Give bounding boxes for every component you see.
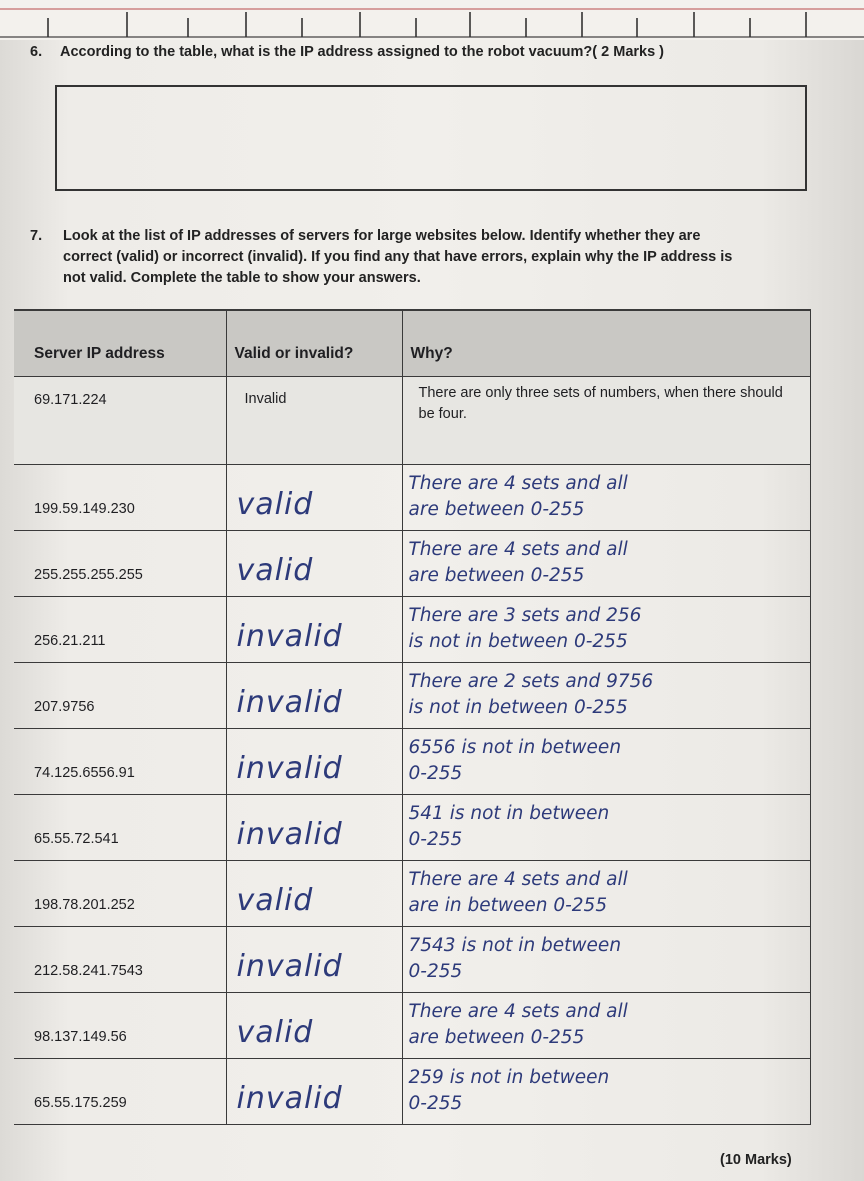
valid-cell[interactable]: invalid: [226, 596, 402, 662]
why-line: are between 0-255: [408, 498, 585, 520]
why-line: There are 3 sets and 256: [408, 604, 642, 626]
question-6: [30, 44, 664, 60]
why-line: 259 is not in between: [408, 1066, 610, 1088]
valid-cell[interactable]: invalid: [226, 926, 402, 992]
ip-address-cell: 207.9756: [14, 662, 226, 728]
valid-cell[interactable]: valid: [226, 992, 402, 1058]
ip-address-cell: 65.55.72.541: [14, 794, 226, 860]
table-row: [14, 794, 810, 860]
table-header-row: [14, 310, 810, 376]
table-row: [14, 596, 810, 662]
table-row: [14, 992, 810, 1058]
header-why: Why?: [402, 310, 810, 376]
why-line: There are 4 sets and all: [408, 538, 628, 560]
valid-cell[interactable]: valid: [226, 530, 402, 596]
why-line: 541 is not in between: [408, 802, 610, 824]
table-row-example: [14, 376, 810, 464]
why-cell[interactable]: [402, 992, 810, 1058]
why-line: There are 2 sets and 9756: [408, 670, 654, 692]
header-valid-invalid: Valid or invalid?: [226, 310, 402, 376]
why-line: 0-255: [408, 960, 463, 982]
table-row: [14, 728, 810, 794]
ip-address-cell: 74.125.6556.91: [14, 728, 226, 794]
question-7-line: not valid. Complete the table to show your answers.: [63, 270, 421, 286]
ip-address-cell: 212.58.241.7543: [14, 926, 226, 992]
why-cell[interactable]: [402, 596, 810, 662]
ip-address-cell: 255.255.255.255: [14, 530, 226, 596]
ip-address-cell: 69.171.224: [14, 376, 226, 464]
why-cell[interactable]: [402, 794, 810, 860]
ip-address-cell: 98.137.149.56: [14, 992, 226, 1058]
header-server-ip: Server IP address: [14, 310, 226, 376]
why-line: There are 4 sets and all: [408, 1000, 628, 1022]
question-7: [30, 226, 814, 289]
ip-address-cell: 256.21.211: [14, 596, 226, 662]
table-row: [14, 860, 810, 926]
question-7-line: Look at the list of IP addresses of servers for large websites below. Identify whether they are: [63, 228, 701, 244]
why-line: should be four.: [418, 384, 783, 422]
why-line: 0-255: [408, 1092, 463, 1114]
ruler-strip: [0, 0, 864, 40]
valid-cell[interactable]: invalid: [226, 1058, 402, 1124]
why-line: are between 0-255: [408, 1026, 585, 1048]
why-cell[interactable]: [402, 860, 810, 926]
why-cell[interactable]: [402, 1058, 810, 1124]
why-line: is not in between 0-255: [408, 696, 628, 718]
table-row: [14, 1058, 810, 1124]
question-6-number: 6.: [30, 44, 43, 60]
table-row: [14, 926, 810, 992]
why-line: 6556 is not in between: [408, 736, 622, 758]
table-row: [14, 662, 810, 728]
question-7-line: correct (valid) or incorrect (invalid). If you find any that have errors, explain why the IP address is: [63, 249, 733, 265]
why-line: 7543 is not in between: [408, 934, 622, 956]
why-line: is not in between 0-255: [408, 630, 628, 652]
total-marks: (10 Marks): [720, 1152, 792, 1168]
why-cell[interactable]: [402, 530, 810, 596]
why-line: There are 4 sets and all: [408, 868, 628, 890]
question-7-number: 7.: [30, 228, 43, 244]
why-line: are between 0-255: [408, 564, 585, 586]
valid-cell[interactable]: invalid: [226, 794, 402, 860]
why-line: are in between 0-255: [408, 894, 608, 916]
ip-address-cell: 198.78.201.252: [14, 860, 226, 926]
valid-cell: Invalid: [226, 376, 402, 464]
ip-address-table: [14, 309, 811, 1125]
table-row: [14, 464, 810, 530]
table-row: [14, 530, 810, 596]
question-6-answer-box[interactable]: [55, 85, 807, 191]
valid-cell[interactable]: invalid: [226, 728, 402, 794]
why-line: There are only three sets of numbers, when there: [418, 384, 737, 401]
why-cell[interactable]: [402, 662, 810, 728]
why-line: There are 4 sets and all: [408, 472, 628, 494]
why-cell: [402, 376, 810, 464]
why-line: 0-255: [408, 828, 463, 850]
why-cell[interactable]: [402, 464, 810, 530]
valid-cell[interactable]: valid: [226, 860, 402, 926]
question-6-text: According to the table, what is the IP address assigned to the robot vacuum?( 2 Marks ): [60, 44, 665, 60]
ip-address-cell: 65.55.175.259: [14, 1058, 226, 1124]
why-cell[interactable]: [402, 926, 810, 992]
why-cell[interactable]: [402, 728, 810, 794]
ip-address-cell: 199.59.149.230: [14, 464, 226, 530]
valid-cell[interactable]: valid: [226, 464, 402, 530]
question-7-text: [63, 226, 814, 289]
why-line: 0-255: [408, 762, 463, 784]
valid-cell[interactable]: invalid: [226, 662, 402, 728]
